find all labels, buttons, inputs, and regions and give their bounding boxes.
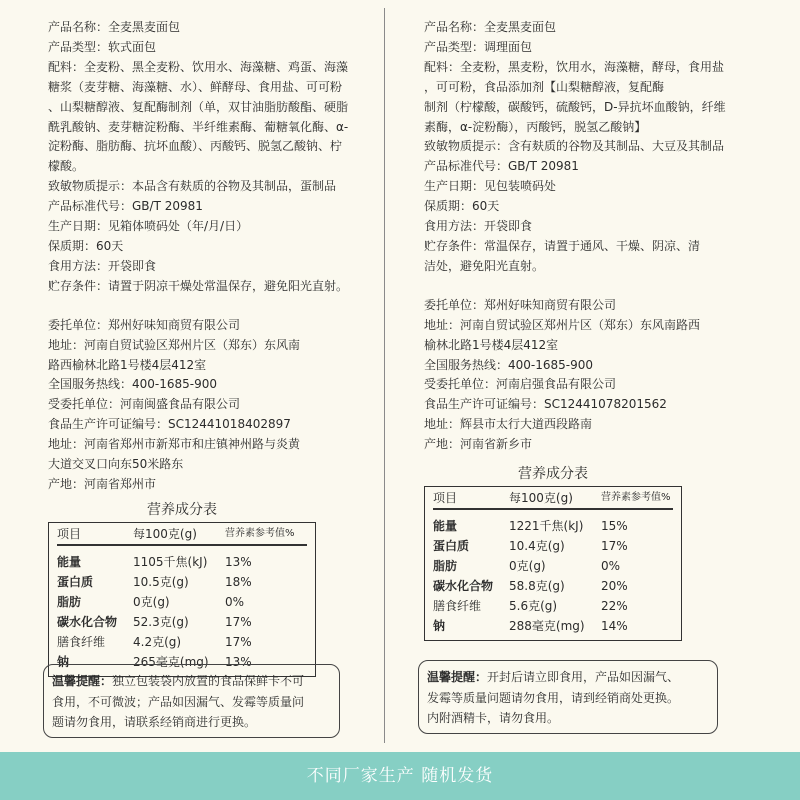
- nutrient-nrv: 17%: [225, 614, 252, 629]
- ingredients-line: 素酶，α-淀粉酶），丙酸钙，脱氢乙酸钠】: [424, 119, 647, 134]
- warm-tip-text: 内附酒精卡，请勿食用。: [427, 711, 560, 725]
- left-warm-tip-box: [43, 664, 340, 738]
- nutrient-amount: 0克(g): [133, 594, 170, 609]
- nutrient-nrv: 15%: [601, 519, 628, 534]
- nutrient-name: 蛋白质: [433, 539, 470, 554]
- product-type: 产品类型：调理面包: [424, 39, 533, 54]
- right-warm-tip-box: [418, 660, 718, 734]
- product-type: 产品类型：软式面包: [48, 39, 157, 54]
- manufacturer-address: 地址：河南省郑州市新郑市和庄镇神州路与炎黄: [48, 437, 301, 452]
- service-hotline: 全国服务热线：400-1685-900: [424, 357, 594, 372]
- table-row: [433, 616, 673, 640]
- nutrient-amount: 288毫克(mg): [509, 619, 585, 634]
- standard-code: 产品标准代号：GB/T 20981: [48, 199, 203, 214]
- nutrient-amount: 4.2克(g): [133, 634, 182, 649]
- warm-tip-text: 题请勿食用，请联系经销商进行更换。: [52, 715, 257, 729]
- footer-banner: [0, 752, 800, 800]
- place-of-origin: 产地：河南省新乡市: [424, 437, 533, 452]
- nutrient-name: 脂肪: [57, 594, 82, 609]
- nutrition-table-title: 营养成分表: [147, 501, 217, 518]
- manufacturer: 受委托单位：河南闽盛食品有限公司: [48, 397, 241, 412]
- production-date: 生产日期：见箱体喷码处（年/月/日）: [48, 219, 249, 234]
- product-name: 产品名称：全麦黑麦面包: [424, 20, 557, 34]
- ingredients-line: 配料：全麦粉，黑麦粉，饮用水，海藻糖，酵母，食用盐: [424, 59, 725, 74]
- nutrient-nrv: 20%: [601, 579, 628, 594]
- table-row: [433, 596, 673, 616]
- nutrient-name: 脂肪: [433, 559, 458, 574]
- warm-tip-label: 温馨提醒：: [52, 674, 113, 688]
- ingredients-line: 檬酸。: [48, 159, 85, 174]
- nutrition-table: [48, 522, 316, 677]
- column-divider: [384, 8, 385, 743]
- footer-text: 不同厂家生产 随机发货: [306, 766, 494, 786]
- warm-tip-text: 食用，不可微波；产品如因漏气、发霉等质量问: [52, 694, 305, 709]
- company-address: 地址：河南自贸试验区郑州片区（郑东）东风南路西: [424, 317, 701, 332]
- nutrient-nrv: 13%: [225, 554, 252, 569]
- service-hotline: 全国服务热线：400-1685-900: [48, 377, 218, 392]
- table-row: [57, 632, 307, 652]
- place-of-origin: 产地：河南省郑州市: [48, 476, 157, 491]
- nutrition-table-title: 营养成分表: [518, 466, 588, 483]
- table-row: [57, 572, 307, 592]
- nutrient-amount: 0克(g): [509, 559, 546, 574]
- table-row: [57, 592, 307, 612]
- table-row: [433, 556, 673, 576]
- nutrient-amount: 265毫克(mg): [133, 654, 209, 669]
- nutrition-table-header: [433, 487, 673, 510]
- shelf-life: 保质期：60天: [424, 199, 500, 214]
- nutrient-name: 碳水化合物: [57, 614, 118, 629]
- nutrient-amount: 5.6克(g): [509, 599, 558, 614]
- nutrient-name: 膳食纤维: [57, 634, 106, 649]
- warm-tip-text: 发霉等质量问题请勿食用，请到经销商处更换。: [427, 690, 680, 705]
- warm-tip-text: 独立包装袋内放置的食品保鲜卡不可: [112, 674, 305, 688]
- nutrient-amount: 52.3克(g): [133, 614, 189, 629]
- ingredients-line: 配料：全麦粉、黑全麦粉、饮用水、海藻糖、鸡蛋、海藻: [48, 59, 349, 74]
- product-name: 产品名称：全麦黑麦面包: [48, 20, 181, 34]
- nutrient-name: 蛋白质: [57, 574, 94, 589]
- shelf-life: 保质期：60天: [48, 238, 124, 253]
- table-row: [57, 546, 307, 572]
- production-date: 生产日期：见包装喷码处: [424, 179, 557, 194]
- nutrient-nrv: 0%: [601, 559, 621, 574]
- ingredients-line: 、山梨糖醇液、复配酶制剂（单，双甘油脂肪酸酯、硬脂: [48, 99, 349, 114]
- nutrient-nrv: 17%: [225, 634, 252, 649]
- warm-tip-text: 开封后请立即食用，产品如因漏气、: [487, 670, 680, 684]
- company-address: 地址：河南自贸试验区郑州片区（郑东）东风南: [48, 337, 301, 352]
- nutrient-name: 膳食纤维: [433, 599, 482, 614]
- nutrient-nrv: 17%: [601, 539, 628, 554]
- header-item: 项目: [57, 526, 82, 541]
- nutrient-name: 钠: [433, 619, 446, 634]
- ingredients-line: 淀粉酶、脂肪酶、抗坏血酸）、丙酸钙、脱氢乙酸钠、柠: [48, 139, 343, 154]
- warm-tip-label: 温馨提醒：: [427, 670, 488, 684]
- manufacturer-address: 地址：辉县市太行大道西段路南: [424, 417, 593, 432]
- nutrient-amount: 58.8克(g): [509, 579, 565, 594]
- nutrient-nrv: 0%: [225, 594, 245, 609]
- nutrient-name: 钠: [57, 654, 70, 669]
- header-nrv: 营养素参考值%: [225, 527, 295, 539]
- allergen-notice: 致敏物质提示：本品含有麸质的谷物及其制品，蛋制品: [48, 179, 337, 194]
- storage-conditions: 贮存条件：常温保存，请置于通风、干燥、阴凉、清: [424, 238, 701, 253]
- ingredients-line: 制剂（柠檬酸，碳酸钙，硫酸钙，D-异抗坏血酸钠，纤维: [424, 99, 726, 114]
- production-license: 食品生产许可证编号：SC12441078201562: [424, 397, 667, 412]
- nutrient-amount: 10.4克(g): [509, 539, 565, 554]
- commissioning-company: 委托单位：郑州好味知商贸有限公司: [424, 297, 617, 312]
- header-per-100g: 每100克(g): [133, 526, 197, 541]
- ingredients-line: 糖浆（麦芽糖、海藻糖、水）、鲜酵母、食用盐、可可粉: [48, 79, 343, 94]
- header-per-100g: 每100克(g): [509, 491, 573, 506]
- header-item: 项目: [433, 491, 458, 506]
- table-row: [433, 510, 673, 536]
- nutrition-table-header: [57, 523, 307, 546]
- nutrient-nrv: 13%: [225, 654, 252, 669]
- company-address: 榆林北路1号楼4层412室: [424, 337, 559, 352]
- storage-conditions: 贮存条件：请置于阴凉干燥处常温保存，避免阳光直射。: [48, 278, 349, 293]
- manufacturer-address: 大道交叉口向东50米路东: [48, 457, 184, 472]
- nutrient-nrv: 14%: [601, 619, 628, 634]
- right-label-panel: [424, 18, 754, 641]
- production-license: 食品生产许可证编号：SC12441018402897: [48, 417, 291, 432]
- company-address: 路西榆林北路1号楼4层412室: [48, 357, 207, 372]
- nutrient-name: 能量: [433, 519, 458, 534]
- table-row: [57, 612, 307, 632]
- nutrition-table: [424, 486, 682, 641]
- ingredients-line: ，可可粉，食品添加剂【山梨糖醇液，复配酶: [424, 79, 665, 94]
- allergen-notice: 致敏物质提示：含有麸质的谷物及其制品、大豆及其制品: [424, 139, 725, 154]
- header-nrv: 营养素参考值%: [601, 492, 671, 504]
- manufacturer: 受委托单位：河南启强食品有限公司: [424, 377, 617, 392]
- left-label-panel: [48, 18, 374, 677]
- usage-method: 食用方法：开袋即食: [48, 258, 157, 273]
- standard-code: 产品标准代号：GB/T 20981: [424, 159, 579, 174]
- commissioning-company: 委托单位：郑州好味知商贸有限公司: [48, 317, 241, 332]
- nutrient-amount: 10.5克(g): [133, 574, 189, 589]
- nutrient-nrv: 18%: [225, 574, 252, 589]
- usage-method: 食用方法：开袋即食: [424, 219, 533, 234]
- nutrient-amount: 1105千焦(kJ): [133, 554, 208, 569]
- ingredients-line: 酰乳酸钠、麦芽糖淀粉酶、半纤维素酶、葡糖氧化酶、α-: [48, 119, 349, 134]
- nutrient-name: 能量: [57, 554, 82, 569]
- nutrient-amount: 1221千焦(kJ): [509, 519, 584, 534]
- table-row: [433, 536, 673, 556]
- nutrient-nrv: 22%: [601, 599, 628, 614]
- table-row: [433, 576, 673, 596]
- nutrient-name: 碳水化合物: [433, 579, 494, 594]
- storage-conditions: 洁处，避免阳光直射。: [424, 258, 545, 273]
